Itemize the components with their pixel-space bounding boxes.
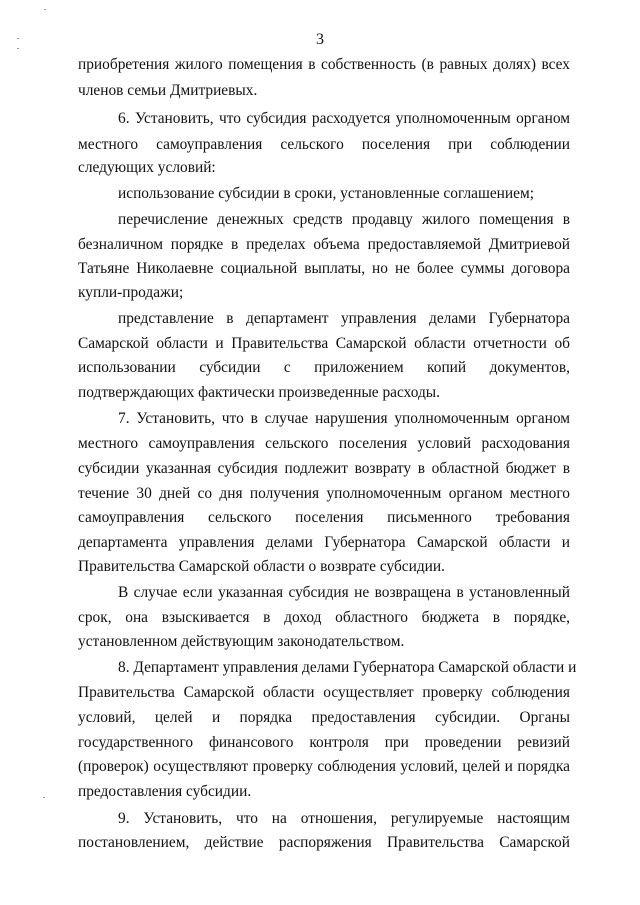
text-line: членов семьи Дмитриевых. bbox=[78, 82, 258, 99]
text-line: 6. Установить, что субсидия расходуется уполномоченным органом bbox=[118, 110, 570, 127]
text-line: перечисление денежных средств продавцу жилого помещения в bbox=[118, 211, 570, 228]
text-line: (проверок) осуществляют проверку соблюдения условий, целей и порядка bbox=[78, 758, 570, 775]
text-line: Татьяне Николаевне социальной выплаты, но не более суммы договора bbox=[78, 260, 570, 277]
text-line: купли-продажи; bbox=[78, 284, 184, 301]
text-line: подтверждающих фактически произведенные расходы. bbox=[78, 384, 440, 401]
text-line: представление в департамент управления делами Губернатора bbox=[118, 310, 570, 327]
text-line: субсидии указанная субсидия подлежит возврату в областной бюджет в bbox=[78, 460, 570, 477]
text-line: течение 30 дней со дня получения уполномоченным органом местного bbox=[78, 485, 570, 502]
text-line: Самарской области и Правительства Самарской области отчетности об bbox=[78, 335, 570, 352]
text-line: следующих условий: bbox=[78, 159, 216, 176]
text-line: 8. Департамент управления делами Губернатора Самарской области и bbox=[118, 659, 577, 676]
text-line: безналичном порядке в пределах объема предоставляемой Дмитриевой bbox=[78, 236, 570, 253]
text-line: условий, целей и порядка предоставления субсидии. Органы bbox=[78, 709, 570, 726]
text-line: приобретения жилого помещения в собственность (в равных долях) всех bbox=[78, 56, 570, 73]
text-line: Правительства Самарской области о возврате субсидии. bbox=[78, 558, 446, 575]
text-line: самоуправления сельского поселения письменного требования bbox=[78, 509, 570, 526]
text-line: местного самоуправления сельского поселения условий расходования bbox=[78, 435, 570, 452]
text-line: 7. Установить, что в случае нарушения уполномоченным органом bbox=[118, 410, 570, 427]
text-line: департамента управления делами Губернатора Самарской области и bbox=[78, 534, 570, 551]
text-line: 9. Установить, что на отношения, регулируемые настоящим bbox=[118, 810, 570, 827]
text-line: использование субсидии в сроки, установленные соглашением; bbox=[118, 185, 534, 202]
text-line: местного самоуправления сельского поселения при соблюдении bbox=[78, 136, 570, 153]
text-line: предоставления субсидии. bbox=[78, 783, 252, 800]
scan-speck bbox=[43, 797, 45, 798]
text-line: В случае если указанная субсидия не возвращена в установленный bbox=[118, 584, 570, 601]
text-line: Правительства Самарской области осуществляет проверку соблюдения bbox=[78, 684, 570, 701]
text-line: использовании субсидии с приложением копий документов, bbox=[78, 359, 570, 376]
text-line: установленном действующим законодательством. bbox=[78, 633, 405, 650]
text-line: государственного финансового контроля при проведении ревизий bbox=[78, 734, 570, 751]
text-line: срок, она взыскивается в доход областного бюджета в порядке, bbox=[78, 609, 570, 626]
scan-speck bbox=[44, 9, 46, 10]
page-number: 3 bbox=[316, 31, 324, 48]
text-line: постановлением, действие распоряжения Правительства Самарской bbox=[78, 834, 570, 851]
